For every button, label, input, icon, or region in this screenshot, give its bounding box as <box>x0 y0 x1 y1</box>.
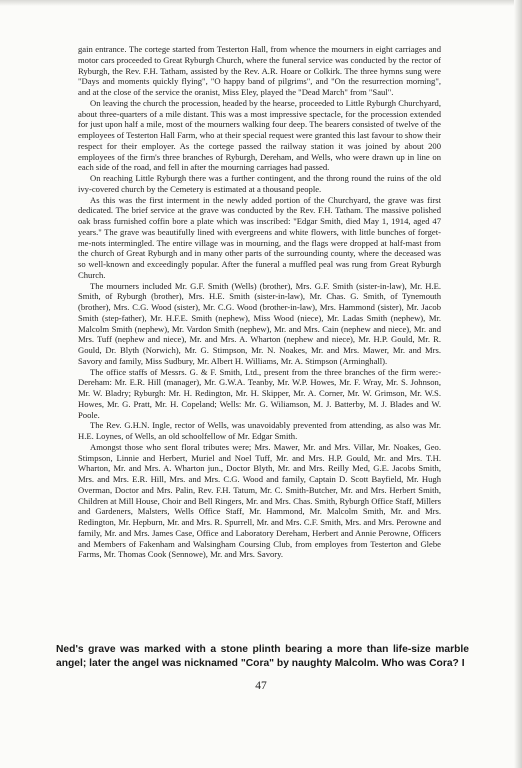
paragraph: Amongst those who sent floral tributes were; Mrs. Mawer, Mr. and Mrs. Villar, Mr. Noakes, Geo. Stimpson, Linnie and Herbert, Muriel and Noel Tuff, Mr. and Mrs. H.P. Gould, Mr. and Mrs. T.H. Wharton, Mr. and Mrs. A. Wharton jun., Doctor Blyth, Mr. and Mrs. Reilly Med, G.E. Jacobs Smith, Mrs. and Mrs. E.R. Hill, Mrs. and Mrs. C.G. Wood and family, Captain D. Scott Bayfield, Mr. Hugh Overman, Doctor and Mrs. Palin, Rev. F.H. Tatum, Mr. C. Smith-Butcher, Mr. and Mrs. Herbert Smith, Children at Mill House, Choir and Bell Ringers, Mr. and Mrs. Chas. Smith, Ryburgh Office Staff, Millers and Gardeners, Malsters, Wells Office Staff, Mr. Hammond, Mr. Malcolm Smith, Mr. and Mrs. Redington, Mr. Hepburn, Mr. and Mrs. R. Spurrell, Mr. and Mrs. C.F. Smith, Mrs. and Mrs. Perowne and family, Mr. and Mrs. James Case, Office and Laboratory Dereham, Herbert and Annie Perowne, Officers and Members of Fakenham and Walsingham Coursing Club, from employes from Testerton and Glebe Farms, Mr. Thomas Cook (Sennowe), Mr. and Mrs. Savory. <box>78 441 441 560</box>
paragraph: The mourners included Mr. G.F. Smith (Wells) (brother), Mrs. G.F. Smith (sister-in-law), Mr. H.E. Smith, of Ryburgh (brother), Mrs. H.E. Smith (sister-in-law), Mr. Chas. G. Smith, of Tynemouth (brother), Mrs. C.G. Wood (sister), Mr. C.G. Wood (brother-in-law), Mrs. Hammond (sister), Mr. Jacob Smith (step-father), Mr. H.F.E. Smith (nephew), Miss Wood (niece), Mr. Ladas Smith (nephew), Mr. Malcolm Smith (nephew), Mr. Vardon Smith (nephew), Mr. and Mrs. Cain (nephew and niece), Mr. and Mrs. Tuff (nephew and niece), Mr. and Mrs. A. Wharton (nephew and niece), Mr. H.P. Gould, Mr. R. Gould, Dr. Blyth (Norwich), Mr. G. Stimpson, Mr. N. Noakes, Mr. and Mrs. Mawer, Mr. and Mrs. Savory and family, Miss Sudbury, Mr. Albert H. Williams, Mr. A. Stimpson (Arminghall). <box>78 280 441 366</box>
page-number: 47 <box>255 680 267 692</box>
commentary-note: Ned's grave was marked with a stone plinth bearing a more than life-size marble angel; later the angel was nicknamed "Cora" by naughty Malcolm. Who was Cora? I <box>56 644 469 669</box>
paragraph: The Rev. G.H.N. Ingle, rector of Wells, was unavoidably prevented from attending, as also was Mr. H.E. Loynes, of Wells, an old schoolfellow of Mr. Edgar Smith. <box>78 420 441 441</box>
page-top-shadow <box>0 0 522 6</box>
paragraph: gain entrance. The cortege started from Testerton Hall, from whence the mourners in eight carriages and motor cars proceeded to Great Ryburgh Church, where the funeral service was conducted by the rector of Ryburgh, the Rev. F.H. Tatham, assisted by the Rev. A.R. Hoare or Colkirk. The three hymns sung were "Days and moments quickly flying", "O happy band of pilgrims", and "On the resurrection morning", and at the close of the service the oranist, Miss Eley, played the "Dead March" from "Saul". <box>78 44 441 97</box>
page-right-shadow <box>514 0 522 768</box>
paragraph: The office staffs of Messrs. G. & F. Smith, Ltd., present from the three branches of the firm were:- Dereham: Mr. E.R. Hill (manager), Mr. G.W.A. Teanby, Mr. W.P. Howes, Mr. F. Wray, Mr. S. Johnson, Mr. W. Bladry; Ryburgh: Mr. H. Redington, Mr. H. Skipper, Mr. A. Corner, Mr. W. Grimson, Mr. W.S. Howes, Mr. G. Pratt, Mr. H. Copeland; Wells: Mr. G. Wiliamson, M. J. Batterby, M. J. Blades and W. Poole. <box>78 366 441 420</box>
paragraph: On reaching Little Ryburgh there was a further contingent, and the throng round the ruins of the old ivy-covered church by the Cemetery is estimated at a thousand people. <box>78 173 441 194</box>
paragraph: As this was the first interment in the newly added portion of the Churchyard, the grave was first dedicated. The brief service at the grave was conducted by the Rev. F.H. Tatham. The massive polished oak brass furnished coffin bore a plate which was inscribed: "Edgar Smith, died May 1, 1914, aged 47 years." The grave was beautifully lined with evergreens and white flowers, with little bunches of forget-me-nots intermingled. The entire village was in mourning, and the flags were dropped at half-mast from the church of Great Ryburgh and in many other parts of the surrounding county, where the deceased was so well-known and exceedingly popular. After the funeral a muffled peal was rung from Great Ryburgh Church. <box>78 194 441 280</box>
article-body <box>78 44 441 560</box>
paragraph: On leaving the church the procession, headed by the hearse, proceeded to Little Ryburgh Churchyard, about three-quarters of a mile distant. This was a most impressive spectacle, for the procession extended for just upon half a mile, most of the mourners walking four deep. The bearers consisted of twelve of the employees of Testerton Hall Farm, who at their special request were granted this last favour to show their respect for their employer. As the cortege passed the railway station it was joined by about 200 employees of the firm's three branches of Ryburgh, Dereham, and Wells, who were drawn up in line on each side of the road, and fell in after the mourning carriages had passed. <box>78 97 441 173</box>
